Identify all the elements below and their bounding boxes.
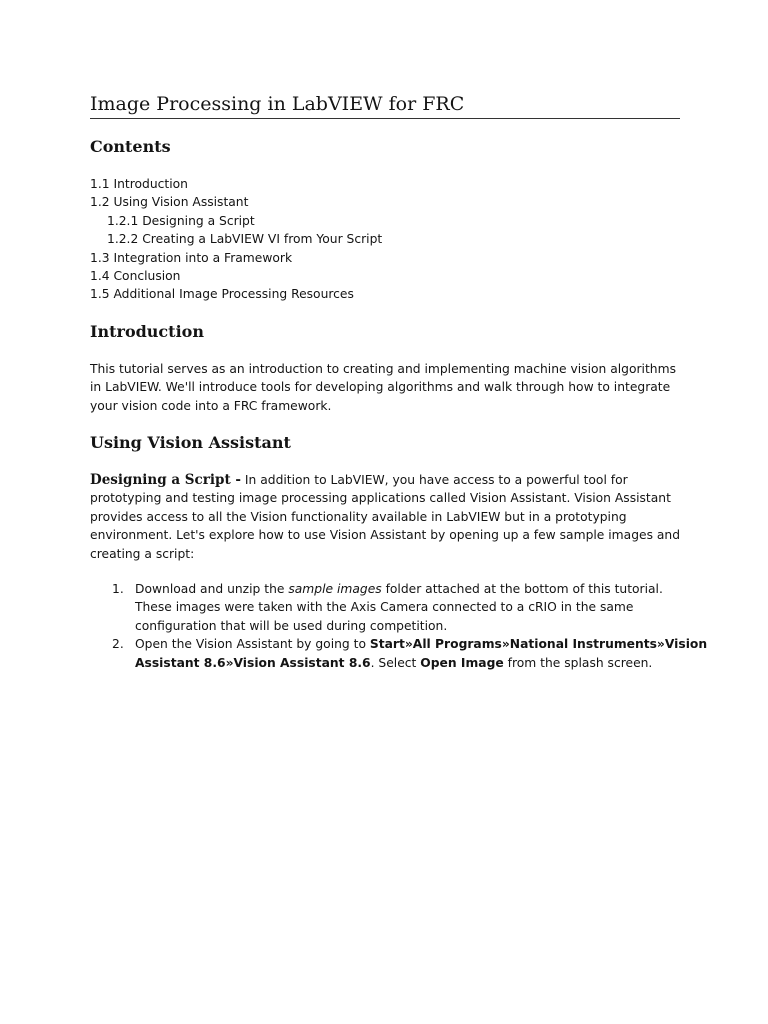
step-line	[135, 654, 690, 672]
open-image-text: Open Image	[420, 655, 504, 670]
toc-item-designing-a-script[interactable]: 1.2.1 Designing a Script	[107, 213, 255, 228]
list-item	[90, 580, 690, 635]
paragraph-line: environment. Let's explore how to use Vision Assistant by opening up a few sample images and	[90, 528, 681, 543]
step-line: These images were taken with the Axis Camera connected to a cRIO in the same	[135, 600, 634, 615]
step-line	[135, 580, 690, 598]
paragraph-line	[90, 471, 690, 489]
step-text: Open the Vision Assistant by going to	[135, 637, 370, 652]
menu-path-text: Start»All Programs»National Instruments»Vision	[369, 637, 708, 652]
paragraph-text: In addition to LabVIEW, you have access to a powerful tool for	[241, 473, 628, 487]
step-text: Download and unzip the	[135, 582, 289, 596]
step-text: . Select	[370, 655, 421, 670]
paragraph-line: This tutorial serves as an introduction to creating and implementing machine vision algorithms	[90, 362, 676, 376]
step-text: folder attached at the bottom of this tutorial.	[381, 582, 663, 596]
document-title: Image Processing in LabVIEW for FRC	[90, 93, 465, 115]
toc-item-additional-resources[interactable]: 1.5 Additional Image Processing Resources	[90, 287, 354, 302]
menu-path-text: Assistant 8.6»Vision Assistant 8.6	[135, 655, 371, 670]
paragraph-line: your vision code into a FRC framework.	[90, 398, 332, 413]
introduction-paragraph	[90, 360, 690, 415]
toc-item-using-vision-assistant[interactable]: 1.2 Using Vision Assistant	[90, 195, 249, 210]
paragraph-line: in LabVIEW. We'll introduce tools for developing algorithms and walk through how to integrate	[90, 380, 671, 395]
contents-heading: Contents	[90, 137, 171, 156]
step-text: from the splash screen.	[503, 655, 653, 670]
table-of-contents	[90, 175, 382, 304]
paragraph-line: prototyping and testing image processing applications called Vision Assistant. Vision Assistant	[90, 491, 671, 506]
list-item-number: 1.	[112, 582, 124, 596]
introduction-heading: Introduction	[90, 322, 204, 341]
step-line: configuration that will be used during competition.	[135, 618, 448, 633]
paragraph-line: provides access to all the Vision functionality available in LabVIEW but in a prototyping	[90, 509, 627, 524]
toc-item-introduction[interactable]: 1.1 Introduction	[90, 177, 188, 191]
toc-item-conclusion[interactable]: 1.4 Conclusion	[90, 269, 181, 284]
list-item	[90, 635, 708, 672]
toc-item-creating-labview-vi[interactable]: 1.2.2 Creating a LabVIEW VI from Your Script	[107, 232, 383, 247]
designing-a-script-lead: Designing a Script -	[90, 472, 241, 488]
paragraph-line: creating a script:	[90, 546, 195, 561]
sample-images-link-text: sample images	[288, 582, 382, 596]
list-item-number: 2.	[112, 637, 124, 652]
step-line	[135, 635, 708, 653]
steps-list	[90, 580, 708, 672]
vision-assistant-heading: Using Vision Assistant	[90, 433, 291, 452]
toc-item-integration[interactable]: 1.3 Integration into a Framework	[90, 250, 293, 265]
title-divider	[90, 118, 680, 119]
vision-assistant-paragraph	[90, 471, 690, 563]
